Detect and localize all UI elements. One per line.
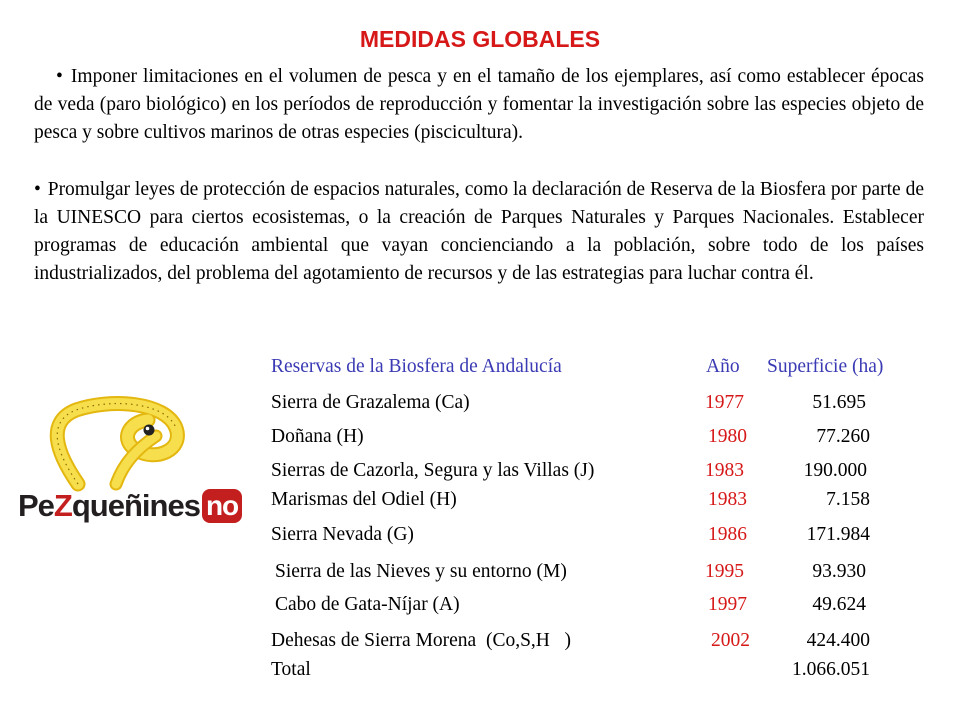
row-name: Sierra de Grazalema (Ca) [271, 392, 470, 413]
logo-text-z: Z [53, 488, 72, 523]
row-year: 1983 [708, 489, 747, 510]
row-name: Marismas del Odiel (H) [271, 489, 457, 510]
row-area: 93.930 [812, 561, 866, 582]
paragraph-1-text: Imponer limitaciones en el volumen de pesca y en el tamaño de los ejemplares, así como establecer épocas de veda (paro biológico) en los períodos de reproducción y fomentar la investigación sobre las especies objeto de pesca y sobre cultivos marinos de otras especies (piscicultura). [34, 66, 924, 143]
paragraph-2-text: Promulgar leyes de protección de espacios naturales, como la declaración de Reserva de la Biosfera por parte de la UINESCO para ciertos ecosistemas, o la creación de Parques Naturales y Parques Nacionales. Establecer programas de educación ambiental que vayan concienciando a la población, sobre todo de los países industrializados, del problema del agotamiento de recursos y de las estrategias para luchar contra él. [34, 179, 924, 284]
row-area: 171.984 [806, 524, 870, 545]
measuring-tape-icon [16, 392, 246, 492]
row-area: 7.158 [826, 489, 870, 510]
row-year: 1980 [708, 426, 747, 447]
row-area: 49.624 [812, 594, 866, 615]
row-year: 2002 [711, 630, 750, 651]
row-area: 51.695 [812, 392, 866, 413]
total-label: Total [271, 659, 311, 680]
row-area: 77.260 [816, 426, 870, 447]
logo-text-pe: Pe [18, 488, 54, 523]
page-title: MEDIDAS GLOBALES [359, 26, 601, 52]
row-year: 1977 [705, 392, 744, 413]
logo-no-badge: no [202, 489, 242, 523]
row-year: 1995 [705, 561, 744, 582]
pezquenines-logo [16, 392, 246, 552]
row-name: Sierras de Cazorla, Segura y las Villas (J) [271, 460, 595, 481]
bullet-2: • [34, 179, 41, 200]
logo-wordmark [18, 488, 242, 524]
header-year: Año [706, 356, 740, 377]
logo-text-rest: queñines [71, 488, 200, 523]
row-area: 190.000 [803, 460, 867, 481]
row-year: 1986 [708, 524, 747, 545]
row-year: 1983 [705, 460, 744, 481]
row-name: Cabo de Gata-Níjar (A) [275, 594, 460, 615]
total-area: 1.066.051 [792, 659, 870, 680]
header-area: Superficie (ha) [767, 356, 884, 377]
bullet-1: • [56, 66, 63, 87]
header-name: Reservas de la Biosfera de Andalucía [271, 356, 562, 377]
row-name: Doñana (H) [271, 426, 364, 447]
paragraph-fishing-limits [34, 63, 924, 147]
row-name: Sierra de las Nieves y su entorno (M) [275, 561, 567, 582]
row-area: 424.400 [806, 630, 870, 651]
row-name: Sierra Nevada (G) [271, 524, 414, 545]
row-year: 1997 [708, 594, 747, 615]
paragraph-protection-laws [34, 176, 924, 288]
row-name: Dehesas de Sierra Morena (Co,S,H ) [271, 630, 572, 651]
